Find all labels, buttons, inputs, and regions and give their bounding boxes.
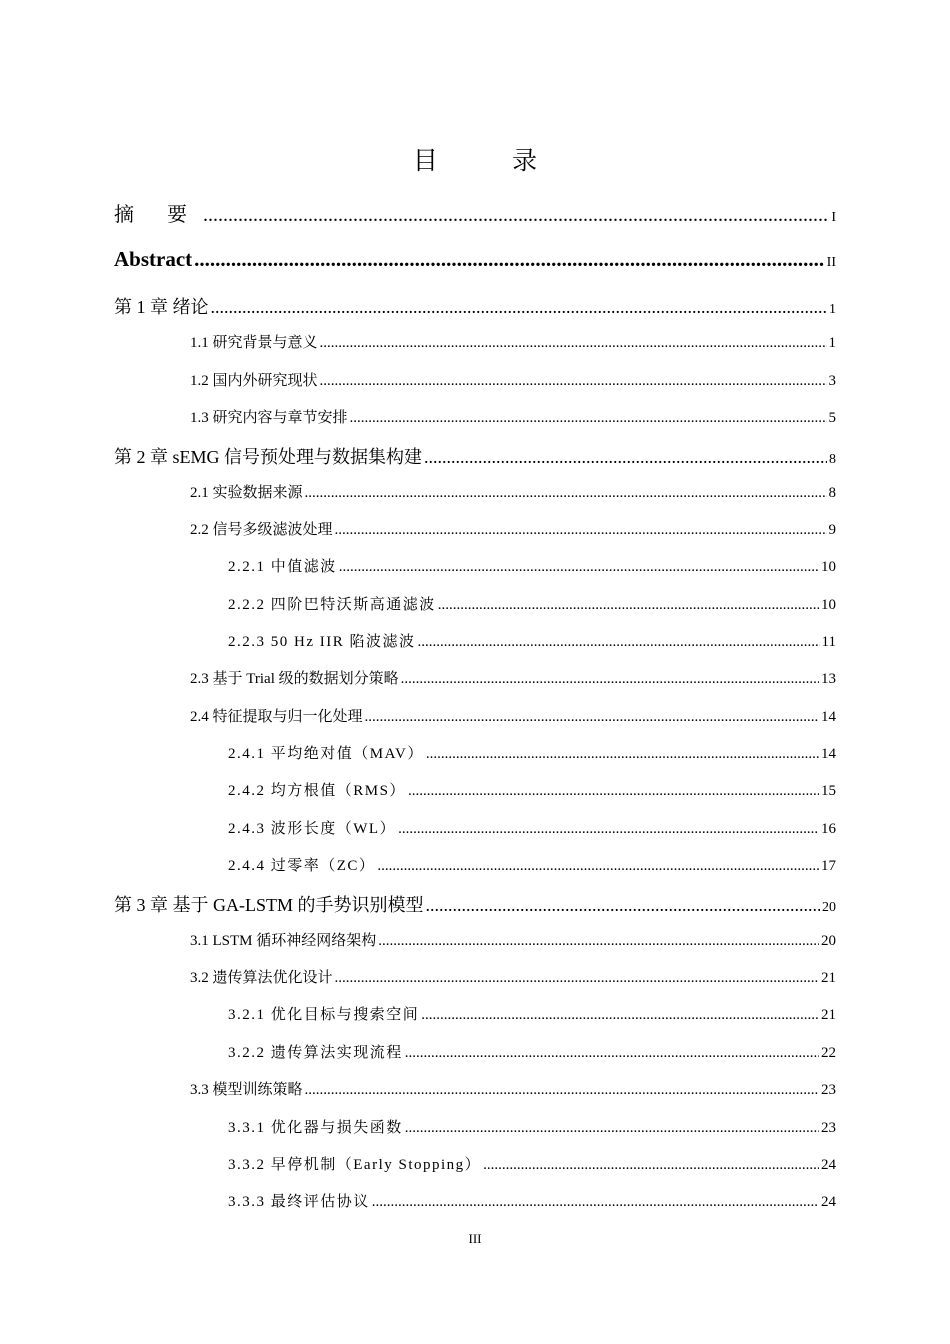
entry-label: 第 1 章 绪论: [114, 297, 209, 317]
entry-label: 第 2 章 sEMG 信号预处理与数据集构建: [114, 447, 423, 467]
dot-leader: [377, 858, 819, 875]
entry-label: 摘 要: [114, 204, 201, 226]
entry-page: 14: [821, 746, 836, 762]
entry-page: 1: [829, 302, 836, 317]
dot-leader: [320, 335, 827, 352]
entry-page: 13: [821, 671, 836, 687]
toc-entry[interactable]: [228, 1190, 836, 1211]
entry-page: 14: [821, 709, 836, 725]
dot-leader: [320, 373, 827, 390]
toc-entry[interactable]: [190, 406, 836, 427]
entry-label: 1.1 研究背景与意义: [190, 335, 318, 351]
dot-leader: [203, 204, 829, 227]
entry-label: 2.4.4 过零率（ZC）: [228, 858, 376, 874]
entry-label: 2.2 信号多级滤波处理: [190, 522, 333, 538]
dot-leader: [339, 559, 819, 576]
dot-leader: [418, 634, 820, 651]
entry-label: 2.4 特征提取与归一化处理: [190, 709, 363, 725]
toc-entry[interactable]: [228, 1153, 836, 1174]
toc-entry[interactable]: [190, 369, 836, 390]
dot-leader: [438, 597, 819, 614]
toc-entry[interactable]: [114, 293, 836, 319]
toc-entry[interactable]: [228, 1041, 836, 1062]
entry-label: 2.4.2 均方根值（RMS）: [228, 783, 406, 799]
dot-leader: [421, 1007, 819, 1024]
entry-page: 23: [821, 1120, 836, 1136]
footer-page-number: III: [468, 1231, 482, 1246]
entry-label: 3.1 LSTM 循环神经网络架构: [190, 933, 377, 949]
entry-label: 3.3.2 早停机制（Early Stopping）: [228, 1157, 482, 1173]
toc-entry[interactable]: [190, 331, 836, 352]
toc-entry[interactable]: [228, 1003, 836, 1024]
dot-leader: [398, 821, 819, 838]
dot-leader: [335, 522, 827, 539]
entry-page: 21: [821, 1007, 836, 1023]
dot-leader: [426, 746, 819, 763]
toc-title: 目 录: [412, 148, 572, 175]
dot-leader: [424, 447, 827, 468]
dot-leader: [365, 709, 819, 726]
dot-leader: [426, 895, 821, 916]
entry-page: 21: [821, 970, 836, 986]
dot-leader: [350, 410, 827, 427]
entry-page: 8: [828, 485, 836, 501]
entry-page: 15: [821, 783, 836, 799]
dot-leader: [305, 485, 827, 502]
toc-entry[interactable]: [114, 891, 836, 917]
toc-entry[interactable]: [114, 198, 836, 227]
entry-page: 5: [828, 410, 836, 426]
entry-label: 2.4.1 平均绝对值（MAV）: [228, 746, 424, 762]
entry-page: 24: [821, 1157, 836, 1173]
toc-entry[interactable]: [228, 593, 836, 614]
entry-page: 11: [821, 634, 836, 650]
dot-leader: [401, 671, 819, 688]
entry-label: 1.2 国内外研究现状: [190, 373, 318, 389]
entry-label: 2.2.2 四阶巴特沃斯高通滤波: [228, 597, 436, 613]
entry-label: 2.2.3 50 Hz IIR 陷波滤波: [228, 634, 416, 650]
dot-leader: [335, 970, 819, 987]
entry-label: Abstract: [114, 247, 193, 271]
dot-leader: [405, 1120, 819, 1137]
entry-page: 24: [821, 1194, 836, 1210]
entry-label: 3.2 遗传算法优化设计: [190, 970, 333, 986]
toc-entry[interactable]: [228, 630, 836, 651]
entry-page: I: [831, 210, 836, 225]
entry-page: 1: [828, 335, 836, 351]
entry-page: 8: [829, 452, 836, 467]
toc-entry[interactable]: [114, 247, 836, 272]
entry-page: II: [826, 255, 836, 270]
toc-entry[interactable]: [190, 929, 836, 950]
dot-leader: [405, 1045, 819, 1062]
entry-page: 20: [821, 933, 836, 949]
entry-page: 23: [821, 1082, 836, 1098]
toc-entry[interactable]: [190, 966, 836, 987]
toc-entry[interactable]: [190, 481, 836, 502]
entry-label: 2.3 基于 Trial 级的数据划分策略: [190, 671, 399, 687]
toc-entry[interactable]: [114, 443, 836, 469]
toc-entry[interactable]: [228, 854, 836, 875]
entry-label: 2.1 实验数据来源: [190, 485, 303, 501]
entry-label: 1.3 研究内容与章节安排: [190, 410, 348, 426]
toc-entry[interactable]: [228, 742, 836, 763]
toc-entry[interactable]: [228, 817, 836, 838]
toc-entry[interactable]: [190, 518, 836, 539]
toc-entry[interactable]: [228, 555, 836, 576]
dot-leader: [378, 933, 819, 950]
entry-page: 10: [821, 559, 836, 575]
toc-entry[interactable]: [190, 705, 836, 726]
entry-label: 2.2.1 中值滤波: [228, 559, 337, 575]
toc-entry[interactable]: [228, 779, 836, 800]
toc-entry[interactable]: [190, 667, 836, 688]
entry-page: 16: [821, 821, 836, 837]
entry-page: 10: [821, 597, 836, 613]
dot-leader: [408, 783, 819, 800]
dot-leader: [372, 1194, 819, 1211]
dot-leader: [211, 297, 828, 318]
entry-page: 22: [821, 1045, 836, 1061]
dot-leader: [305, 1082, 819, 1099]
entry-page: 20: [822, 900, 836, 915]
entry-label: 3.3.1 优化器与损失函数: [228, 1120, 403, 1136]
entry-label: 2.4.3 波形长度（WL）: [228, 821, 397, 837]
entry-label: 第 3 章 基于 GA-LSTM 的手势识别模型: [114, 895, 424, 915]
entry-label: 3.2.2 遗传算法实现流程: [228, 1045, 403, 1061]
entry-label: 3.2.1 优化目标与搜索空间: [228, 1007, 420, 1023]
entry-label: 3.3 模型训练策略: [190, 1082, 303, 1098]
toc-entry[interactable]: [228, 1116, 836, 1137]
entry-label: 3.3.3 最终评估协议: [228, 1194, 370, 1210]
entry-page: 3: [828, 373, 836, 389]
toc-entry[interactable]: [190, 1078, 836, 1099]
entry-page: 17: [821, 858, 836, 874]
dot-leader: [483, 1157, 819, 1174]
entry-page: 9: [828, 522, 836, 538]
dot-leader: [194, 247, 825, 272]
